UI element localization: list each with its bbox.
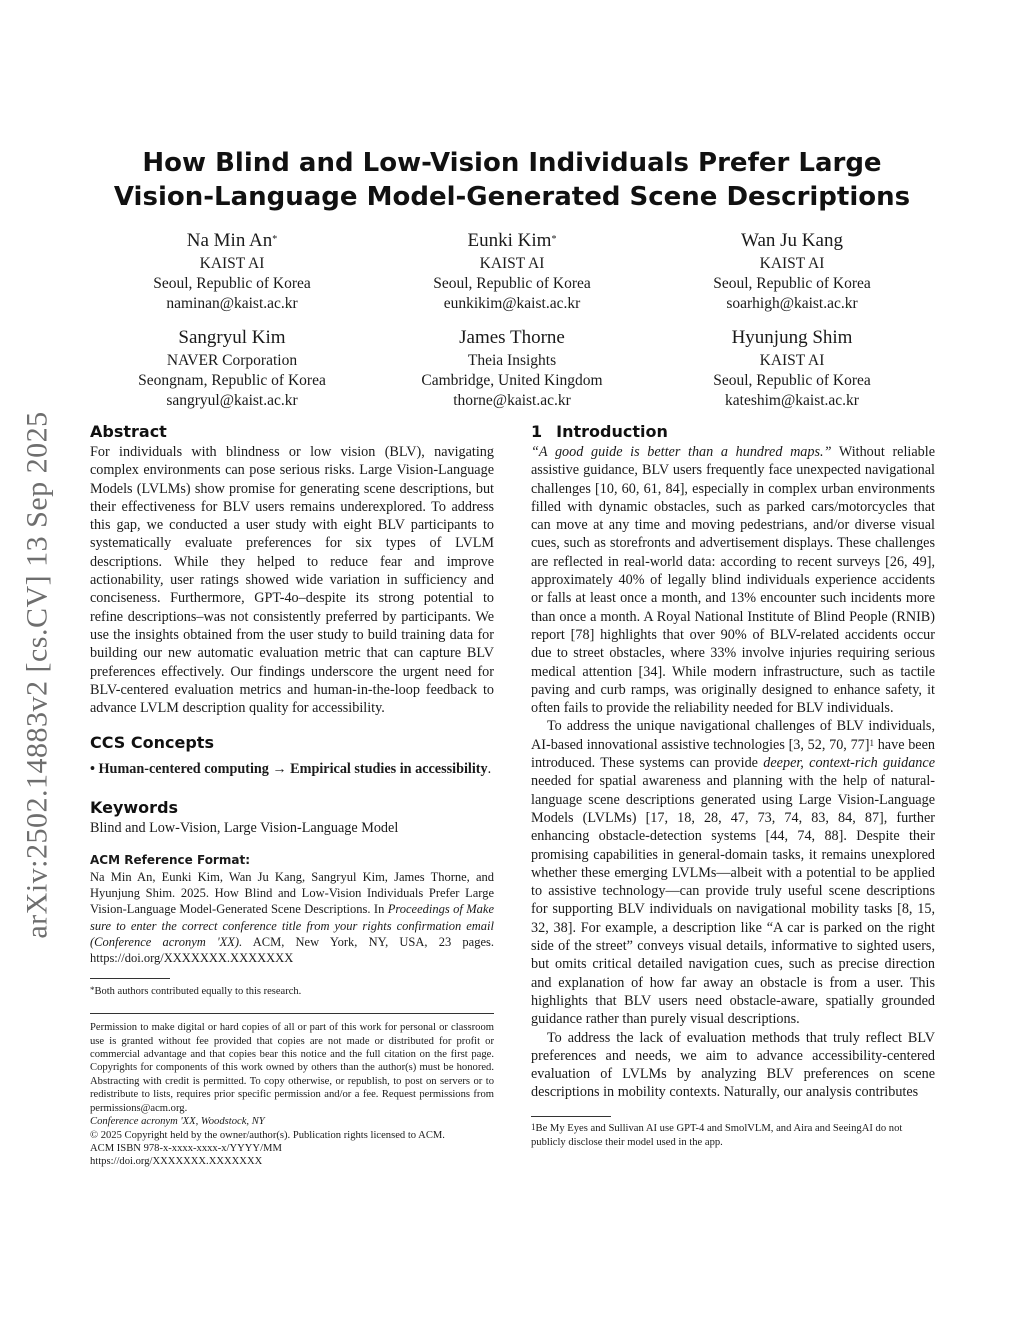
acm-reference-heading: ACM Reference Format: <box>90 853 250 868</box>
introduction-paragraph-3: To address the lack of evaluation methods that truly reflect BLV preferences and needs, we aim to advance accessibility-centered evaluation of LVLMs by analyzing BLV preferences on scene descriptions in mobility contexts. Naturally, our analysis contributes <box>531 1029 935 1101</box>
introduction-paragraph-1: “A good guide is better than a hundred maps.” Without reliable assistive guidance, BLV users frequently face unexpected navigational challenges [10, 60, 61, 84], especially in complex urban environments filled with dynamic obstacles, such as parked cars/motorcycles that can move at any time and moving pedestrians, and/or diverse visual cues, such as storefronts and advertisement displays. These challenges are reflected in real-world data: according to recent surveys [26, 49], approximately 40% of legally blind individuals experience accidents or falls at least once a month, and 13% encounter such incidents more than once a month. A Royal National Institute of Blind People (RNIB) report [78] highlights that over 90% of BLV-related accidents occur due to street obstacles, where 33% involve injuries requiring serious medical attention [34]. While modern infrastructure, such as tactile paving and curb ramps, was originally designed to enhance safety, it often fails to provide the reliability needed for BLV individuals. <box>531 444 935 717</box>
author-name: Sangryul Kim <box>178 327 286 348</box>
isbn-line: ACM ISBN 978-x-xxxx-xxxx-x/YYYY/MM <box>90 1142 282 1154</box>
author-block <box>92 326 372 411</box>
author-block <box>92 229 372 314</box>
author-email[interactable]: kateshim@kaist.ac.kr <box>725 392 859 409</box>
author-name: Na Min An* <box>186 230 278 251</box>
author-location: Seongnam, Republic of Korea <box>138 372 326 389</box>
author-row-1 <box>92 229 932 314</box>
author-block <box>372 229 652 314</box>
footnote-assistive-apps: $^1$Be My Eyes and Sullivan AI use GPT-4 and SmolVLM, and Aira and SeeingAI do not publicly disclose their model used in the app. <box>531 1121 903 1148</box>
ccs-heading: CCS Concepts <box>90 733 214 753</box>
author-name: Eunki Kim* <box>467 230 557 251</box>
author-name: Hyunjung Shim <box>731 327 853 348</box>
opening-quote: “A good guide is better than a hundred maps.” <box>531 444 832 460</box>
author-affiliation: NAVER Corporation <box>166 352 298 369</box>
author-affiliation: Theia Insights <box>467 352 557 369</box>
keywords-text: Blind and Low-Vision, Large Vision-Language Model <box>90 819 399 836</box>
abstract-text: For individuals with blindness or low vision (BLV), navigating complex environments can pose serious risks. Large Vision-Language Models (LVLMs) show promise for generating scene descriptions, but their effectiveness for BLV users remains underexplored. To address this gap, we conducted a user study with eight BLV participants to systematically evaluate preferences for six types of LVLM descriptions. While they helped to reduce fear and improve actionability, user ratings showed wide variation in sufficiency and conciseness. Furthermore, GPT-4o–despite its strong potential to refine descriptions–was not consistently preferred by participants. We use the insights obtained from the user study to build training data for building our new automatic evaluation metric that can capture BLV preferences effectively. Our findings underscore the urgent need for BLV-centered evaluation metrics and human-in-the-loop feedback to advance LVLM description quality for accessibility. <box>90 444 494 717</box>
author-row-2 <box>92 326 932 411</box>
copyright-line: © 2025 Copyright held by the owner/author(s). Publication rights licensed to ACM. <box>90 1129 445 1141</box>
permission-text: Permission to make digital or hard copies of all or part of this work for personal or classroom use is granted without fee provided that copies are not made or distributed for profit or commercial advantage and that copies bear this notice and the full citation on the first page. Copyrights for components of this work owned by others than the author(s) must be honored. Abstracting with credit is permitted. To copy otherwise, or republish, to post on servers or to redistribute to lists, requires prior specific permission and/or a fee. Request permissions from permissions@acm.org. <box>90 1022 494 1114</box>
equal-contribution-mark: * <box>551 234 557 245</box>
keywords-heading: Keywords <box>90 797 179 817</box>
author-name: James Thorne <box>459 327 565 348</box>
footnote-mark[interactable]: 1 <box>869 737 874 748</box>
footnote-rule <box>531 1116 611 1117</box>
author-location: Seoul, Republic of Korea <box>153 275 311 292</box>
arxiv-stamp-text: arXiv:2502.14883v2 [cs.CV] 13 Sep 2025 <box>21 411 55 939</box>
introduction-paragraph-2: To address the unique navigational challenges of BLV individuals, AI-based innovational assistive technologies [3, 52, 70, 77]$^1$ have been introduced. These systems can provide deeper, context-rich guidance needed for spatial awareness and planning with the help of natural-language scene descriptions generated using Large Vision-Language Models (LVLMs) [17, 18, 28, 47, 73, 74, 83, 84, 87], further enhancing obstacle-detection systems [44, 74, 88]. Despite their promising capabilities in general-domain tasks, it remains unexplored whether these emerging LVLMs—albeit with a potential to be applied to assistive technology—can provide truly useful scene descriptions for supporting BLV individuals on navigational mobility tasks [8, 15, 32, 38]. For example, a description like “A car is parked on the right side of the street” conveys visual details, informative to sighted users, but omits critical detailed navigation cues, such as precise direction and explanation of how far away an obstacle is from a user. This highlights that BLV users need obstacle-aware, spatially grounded guidance rather than purely visual descriptions. <box>531 718 935 1028</box>
author-block <box>652 229 932 314</box>
author-affiliation: KAIST AI <box>199 255 265 272</box>
ccs-concept-text: Human-centered computing → Empirical studies in accessibility <box>98 761 488 778</box>
equal-contribution-mark: * <box>272 234 278 245</box>
author-name: Wan Ju Kang <box>741 230 843 251</box>
footnote-rule <box>90 978 170 979</box>
ccs-trailing: . <box>487 761 492 778</box>
author-location: Seoul, Republic of Korea <box>433 275 591 292</box>
author-block <box>652 326 932 411</box>
footnote-equal-contribution: *Both authors contributed equally to this research. <box>90 985 302 998</box>
ccs-concepts <box>90 760 494 778</box>
title-line-2: Vision-Language Model-Generated Scene Descriptions <box>113 182 911 212</box>
paper-title <box>90 146 934 214</box>
introduction-heading: 1 Introduction <box>531 422 668 441</box>
permission-block <box>90 1021 494 1168</box>
permission-rule <box>90 1013 494 1014</box>
author-location: Seoul, Republic of Korea <box>713 275 871 292</box>
author-email[interactable]: sangryul@kaist.ac.kr <box>166 392 298 409</box>
author-block <box>372 326 652 411</box>
author-email[interactable]: soarhigh@kaist.ac.kr <box>726 295 858 312</box>
left-column <box>90 421 494 1169</box>
author-affiliation: KAIST AI <box>479 255 545 272</box>
author-email[interactable]: naminan@kaist.ac.kr <box>166 295 298 312</box>
author-location: Seoul, Republic of Korea <box>713 372 871 389</box>
author-email[interactable]: eunkikim@kaist.ac.kr <box>443 295 581 312</box>
title-line-1: How Blind and Low-Vision Individuals Prefer Large <box>142 148 882 178</box>
section-number: 1 <box>531 422 543 441</box>
emphasis-text: deeper, context-rich guidance <box>763 755 935 772</box>
author-email[interactable]: thorne@kaist.ac.kr <box>453 392 571 409</box>
ccs-bullet: • <box>90 761 95 778</box>
author-affiliation: KAIST AI <box>759 352 825 369</box>
conference-line: Conference acronym 'XX, Woodstock, NY <box>90 1116 265 1128</box>
acm-reference-proceedings: Proceedings of Make sure to enter the correct conference title from your rights confirmation email (Conference acronym 'XX). <box>90 902 495 949</box>
acm-reference-text: Na Min An, Eunki Kim, Wan Ju Kang, Sangryul Kim, James Thorne, and Hyunjung Shim. 2025. How Blind and Low-Vision Individuals Prefer Large Vision-Language Model-Generated Scene Descriptions. In Proceedings of Make sure to enter the correct conference title from your rights confirmation email (Conference acronym 'XX). ACM, New York, NY, USA, 23 pages. https://doi.org/XXXXXXX.XXXXXXX <box>90 870 495 966</box>
author-location: Cambridge, United Kingdom <box>421 372 603 389</box>
author-affiliation: KAIST AI <box>759 255 825 272</box>
right-column <box>531 421 935 1150</box>
doi-line[interactable]: https://doi.org/XXXXXXX.XXXXXXX <box>90 1156 263 1168</box>
abstract-heading: Abstract <box>90 422 167 441</box>
arxiv-stamp <box>12 375 64 975</box>
